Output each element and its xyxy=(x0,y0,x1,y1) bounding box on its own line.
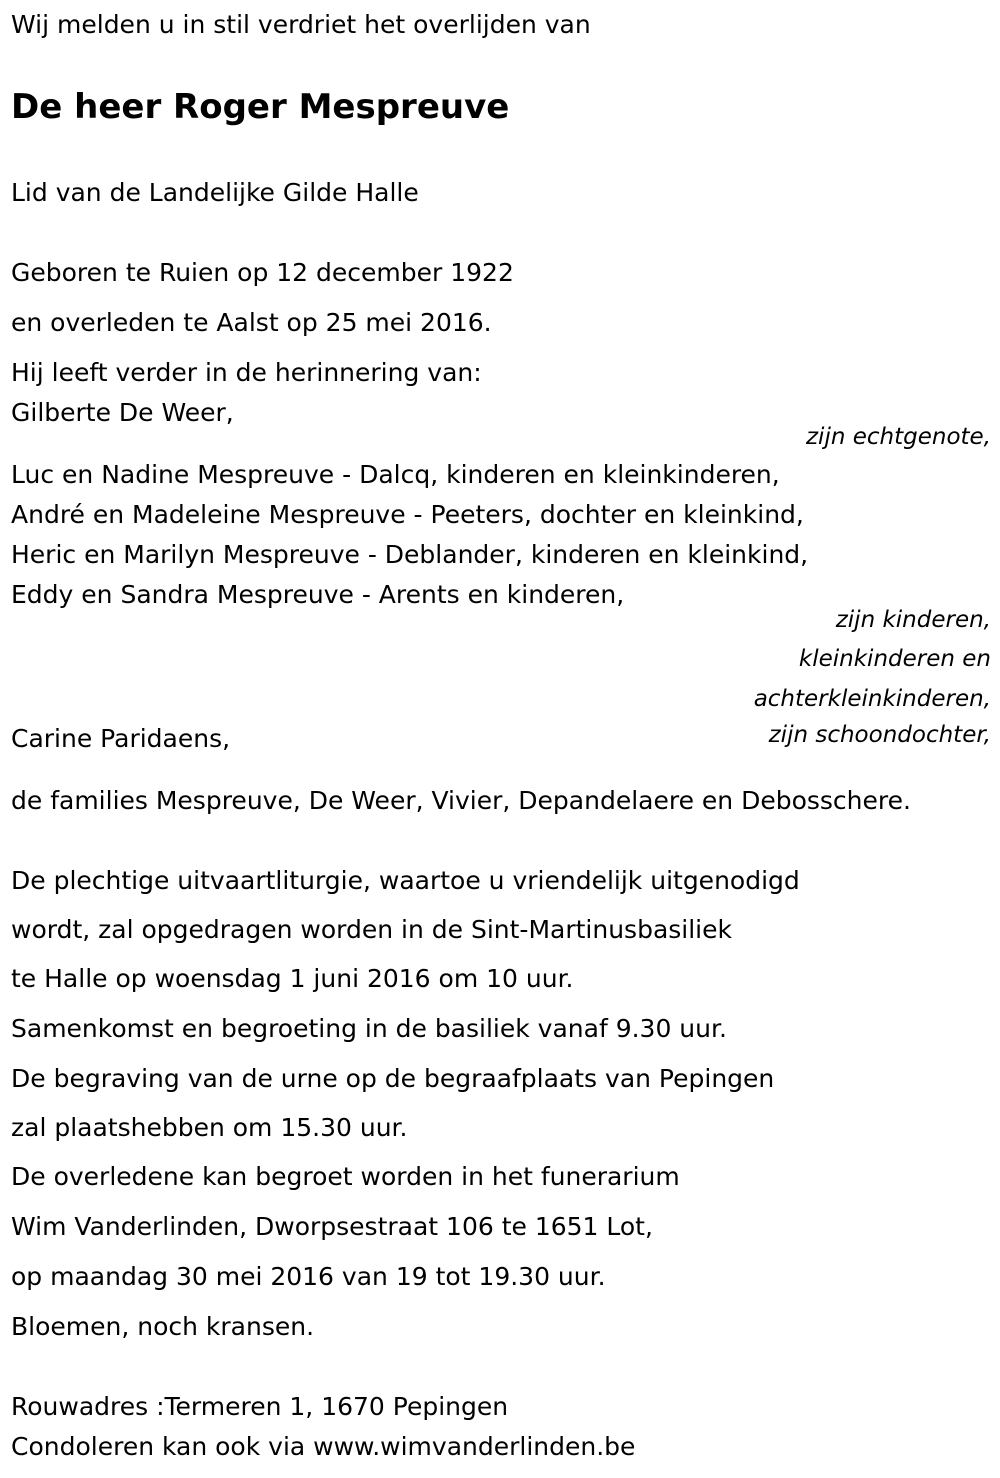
ceremony-line: Samenkomst en begroeting in de basiliek vanaf 9.30 uur. xyxy=(11,1014,727,1043)
deceased-name: De heer Roger Mespreuve xyxy=(11,87,510,127)
ceremony-line: Bloemen, noch kransen. xyxy=(11,1312,315,1341)
children-relation-line: zijn kinderen, xyxy=(835,607,991,633)
memory-intro-text: Hij leeft verder in de herinnering van: xyxy=(11,358,482,387)
mourning-address: Rouwadres :Termeren 1, 1670 Pepingen xyxy=(11,1392,509,1421)
ceremony-line: zal plaatshebben om 15.30 uur. xyxy=(11,1113,408,1142)
membership-text: Lid van de Landelijke Gilde Halle xyxy=(11,178,419,207)
ceremony-line: De overledene kan begroet worden in het funerarium xyxy=(11,1162,680,1191)
child-line: Heric en Marilyn Mespreuve - Deblander, kinderen en kleinkind, xyxy=(11,540,809,569)
birth-text: Geboren te Ruien op 12 december 1922 xyxy=(11,258,514,287)
child-line: Eddy en Sandra Mespreuve - Arents en kinderen, xyxy=(11,580,625,609)
spouse-name: Gilberte De Weer, xyxy=(11,398,234,427)
daughter-in-law-name: Carine Paridaens, xyxy=(11,724,231,753)
ceremony-line: De begraving van de urne op de begraafplaats van Pepingen xyxy=(11,1064,775,1093)
ceremony-line: op maandag 30 mei 2016 van 19 tot 19.30 uur. xyxy=(11,1262,606,1291)
children-relation-line: achterkleinkinderen, xyxy=(753,686,991,712)
daughter-in-law-relation: zijn schoondochter, xyxy=(768,722,991,748)
intro-text: Wij melden u in stil verdriet het overlijden van xyxy=(11,10,591,39)
families-text: de families Mespreuve, De Weer, Vivier, Depandelaere en Debosschere. xyxy=(11,786,911,815)
condolences-text: Condoleren kan ook via www.wimvanderlinden.be xyxy=(11,1432,636,1461)
child-line: André en Madeleine Mespreuve - Peeters, dochter en kleinkind, xyxy=(11,500,804,529)
death-text: en overleden te Aalst op 25 mei 2016. xyxy=(11,308,492,337)
ceremony-line: Wim Vanderlinden, Dworpsestraat 106 te 1651 Lot, xyxy=(11,1212,653,1241)
ceremony-line: De plechtige uitvaartliturgie, waartoe u vriendelijk uitgenodigd xyxy=(11,866,800,895)
ceremony-line: te Halle op woensdag 1 juni 2016 om 10 uur. xyxy=(11,964,574,993)
ceremony-line: wordt, zal opgedragen worden in de Sint-Martinusbasiliek xyxy=(11,915,732,944)
children-relation-line: kleinkinderen en xyxy=(798,646,991,672)
spouse-relation: zijn echtgenote, xyxy=(805,424,991,450)
child-line: Luc en Nadine Mespreuve - Dalcq, kinderen en kleinkinderen, xyxy=(11,460,780,489)
